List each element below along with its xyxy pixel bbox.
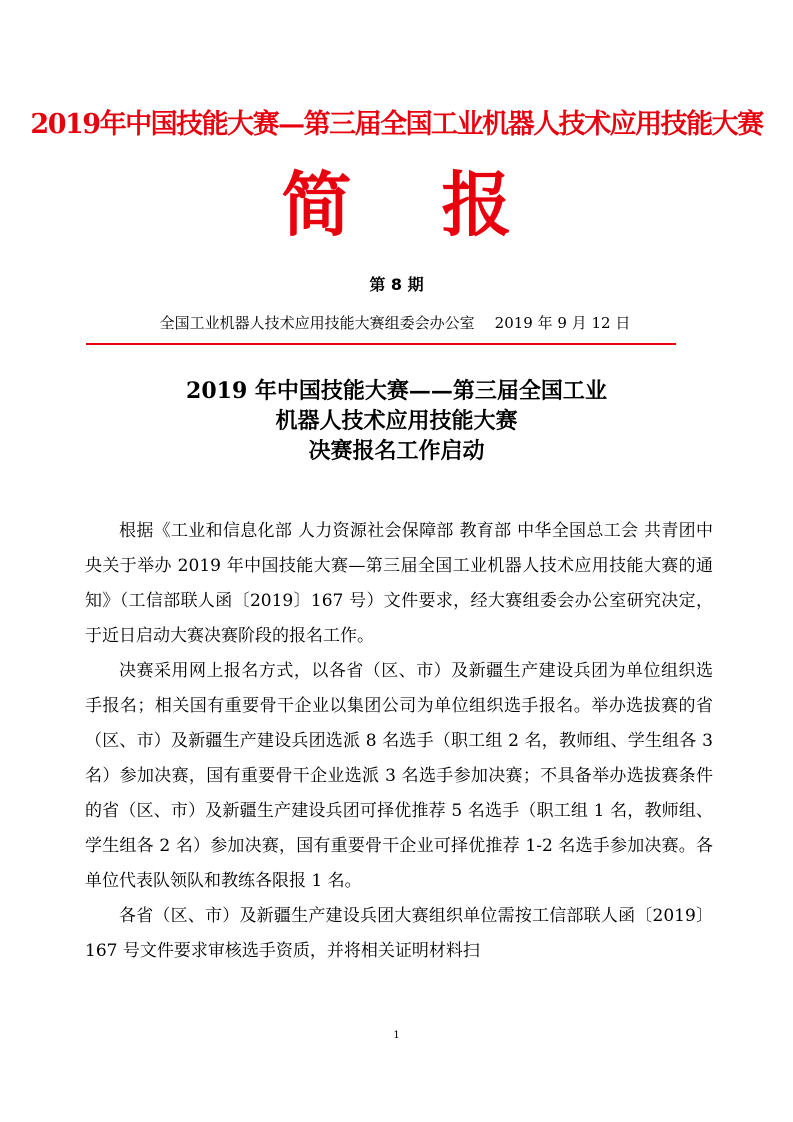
- issuer-line: [95, 312, 695, 333]
- bulletin-masthead: [0, 160, 793, 250]
- masthead-char-jian: 简: [281, 163, 352, 246]
- article-title: [60, 376, 733, 466]
- page-number: 1: [393, 1030, 400, 1041]
- body-paragraph: 根据《工业和信息化部 人力资源社会保障部 教育部 中华全国总工会 共青团中央关于举办 2019 年中国技能大赛—第三届全国工业机器人技术应用技能大赛的通知》（工信部联人函〔2019〕167 号）文件要求，经大赛组委会办公室研究决定，于近日启动大赛决赛阶段的报名工作。: [85, 521, 713, 646]
- issue-date: 2019 年 9 月 12 日: [494, 314, 631, 332]
- body-paragraph: 决赛采用网上报名方式，以各省（区、市）及新疆生产建设兵团为单位组织选手报名；相关国有重要骨干企业以集团公司为单位组织选手报名。举办选拔赛的省（区、市）及新疆生产建设兵团选派 8 名选手（职工组 2 名，教师组、学生组各 3 名）参加决赛，国有重要骨干企业选派 3 名选手参加决赛；不具备举办选拔赛条件的省（区、市）及新疆生产建设兵团可择优推荐 5 名选手（职工组 1 名，教师组、学生组各 2 名）参加决赛，国有重要骨干企业可择优推荐 1-2 名选手参加决赛。各单位代表队领队和教练各限报 1 名。: [85, 661, 713, 891]
- article-title-line: 机器人技术应用技能大赛: [275, 408, 518, 434]
- article-body: [85, 514, 713, 969]
- article-title-line: 决赛报名工作启动: [308, 438, 485, 464]
- header-divider: [86, 343, 676, 345]
- issuer-name: 全国工业机器人技术应用技能大赛组委会办公室: [159, 314, 475, 332]
- article-title-line: 2019 年中国技能大赛——第三届全国工业: [186, 378, 607, 404]
- issue-number: 第 8 期: [369, 275, 424, 294]
- masthead-char-bao: 报: [441, 163, 512, 246]
- event-banner-title: 2019年中国技能大赛—第三届全国工业机器人技术应用技能大赛: [30, 109, 763, 140]
- body-paragraph: 各省（区、市）及新疆生产建设兵团大赛组织单位需按工信部联人函〔2019〕167 号文件要求审核选手资质，并将相关证明材料扫: [85, 906, 713, 961]
